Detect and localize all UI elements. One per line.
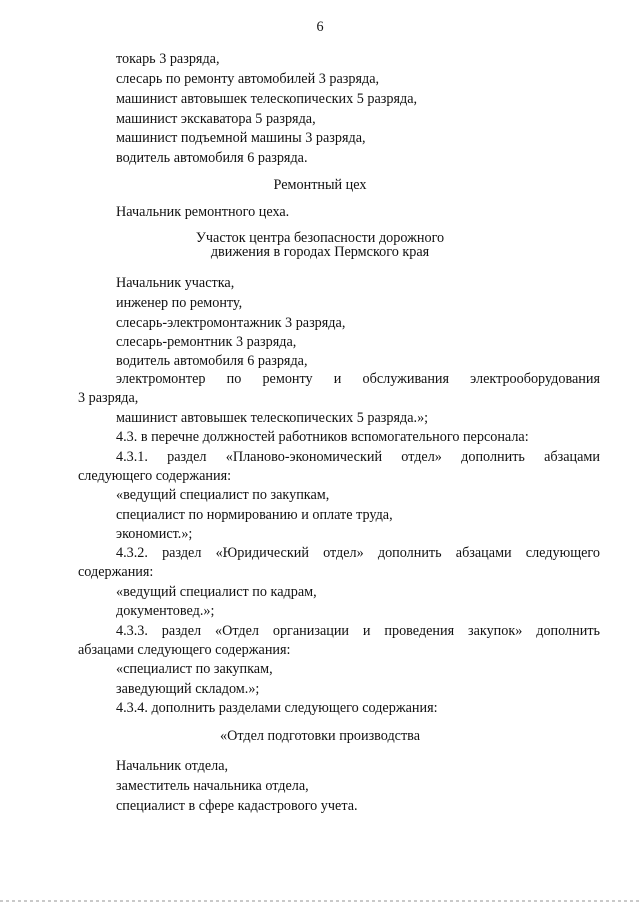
text-line: машинист экскаватора 5 разряда, [116,111,316,127]
text-line: водитель автомобиля 6 разряда, [116,353,308,369]
text-line: заведующий складом.»; [116,681,260,697]
text-line: электромонтер по ремонту и обслуживания электрооборудования [116,371,600,387]
text-line: Начальник ремонтного цеха. [116,204,290,220]
text-line: Начальник участка, [116,275,235,291]
paragraph-line: 4.3.3. раздел «Отдел организации и проведения закупок» дополнить [116,623,600,639]
text-line: машинист автовышек телескопических 5 разряда, [116,91,418,107]
text-line: специалист в сфере кадастрового учета. [116,798,358,814]
text-line: Начальник отдела, [116,758,229,774]
paragraph-line: следующего содержания: [78,468,232,484]
text-line: 3 разряда, [78,390,139,406]
text-line: слесарь-ремонтник 3 разряда, [116,334,297,350]
text-line: «специалист по закупкам, [116,661,273,677]
paragraph-line: 4.3. в перечне должностей работников вспомогательного персонала: [116,429,529,445]
paragraph-line: 4.3.2. раздел «Юридический отдел» дополнить абзацами следующего [116,545,600,561]
section-heading: «Отдел подготовки производства [220,728,420,744]
scan-edge-divider [0,900,640,902]
text-line: «ведущий специалист по закупкам, [116,487,330,503]
paragraph-line: 4.3.4. дополнить разделами следующего содержания: [116,700,438,716]
page-number: 6 [316,19,324,35]
text-line: «ведущий специалист по кадрам, [116,584,317,600]
text-line: экономист.»; [116,526,193,542]
paragraph-line: 4.3.1. раздел «Планово-экономический отдел» дополнить абзацами [116,449,600,465]
paragraph-line: содержания: [78,564,154,580]
text-line: токарь 3 разряда, [116,51,220,67]
section-heading: Ремонтный цех [273,177,367,193]
text-line: водитель автомобиля 6 разряда. [116,150,308,166]
text-line: документовед.»; [116,603,215,619]
subsection-heading: движения в городах Пермского края [210,244,430,260]
text-line: слесарь по ремонту автомобилей 3 разряда, [116,71,380,87]
text-line: специалист по нормированию и оплате труда, [116,507,393,523]
text-line: заместитель начальника отдела, [116,778,309,794]
subsection-heading: Участок центра безопасности дорожного [195,230,445,246]
text-line: машинист автовышек телескопических 5 разряда.»; [116,410,429,426]
text-line: слесарь-электромонтажник 3 разряда, [116,315,346,331]
text-line: инженер по ремонту, [116,295,243,311]
text-line: машинист подъемной машины 3 разряда, [116,130,366,146]
paragraph-line: абзацами следующего содержания: [78,642,291,658]
